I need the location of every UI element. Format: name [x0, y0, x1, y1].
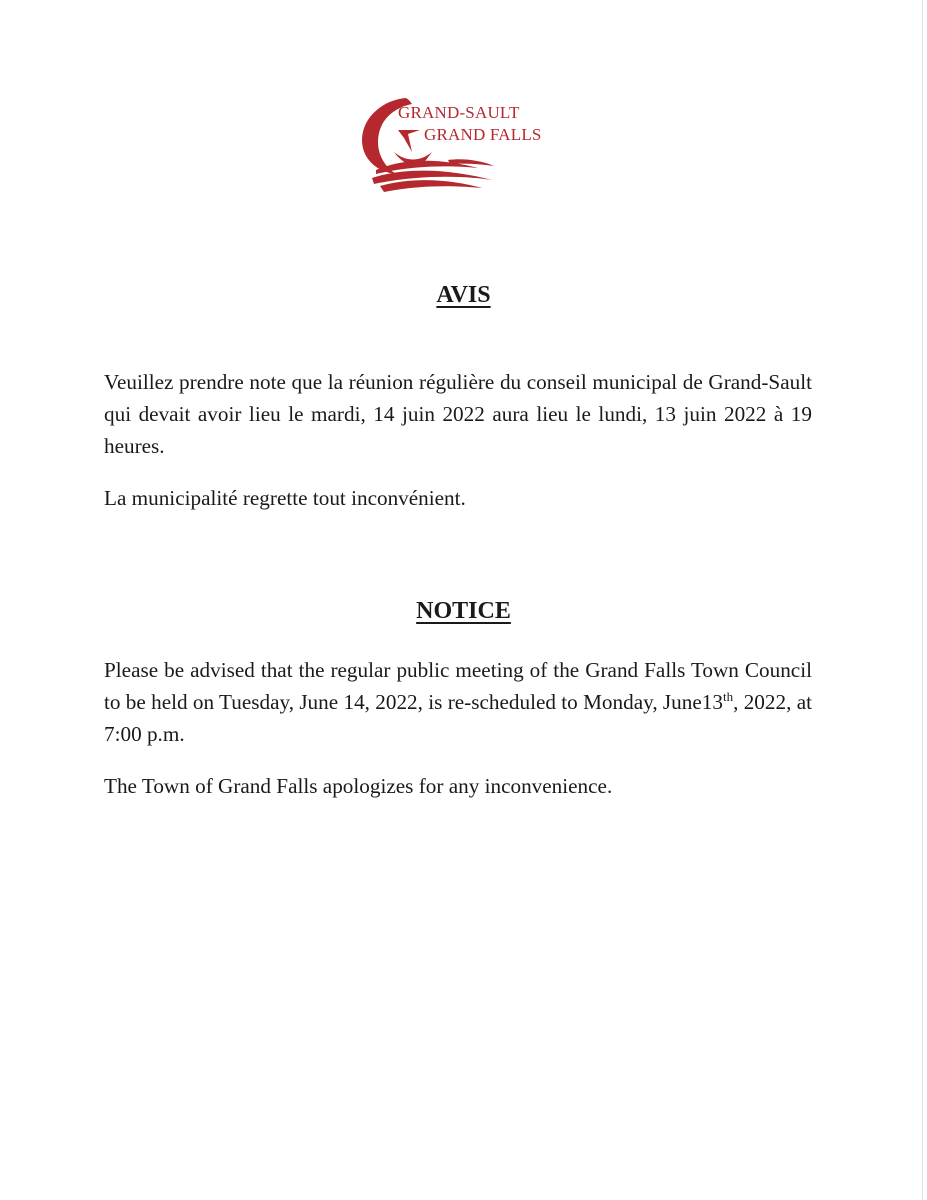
ordinal-suffix: th	[722, 688, 734, 704]
logo-line-grand-falls: GRAND FALLS	[424, 125, 542, 144]
english-notice-text-end: , 2022, at 7:00 p.m.	[104, 690, 812, 746]
logo-line-grand-sault: GRAND-SAULT	[398, 103, 520, 122]
english-notice-paragraph	[104, 654, 812, 750]
heading-notice: NOTICE	[416, 598, 511, 624]
english-notice-text: Please be advised that the regular public meeting of the Grand Falls Town Council to be held on Tuesday, June 14, 2022, is re-scheduled to Monday, June13	[104, 658, 812, 714]
french-apology-paragraph: La municipalité regrette tout inconvénient.	[104, 486, 466, 510]
english-apology-paragraph: The Town of Grand Falls apologizes for any inconvenience.	[104, 774, 613, 798]
town-logo	[358, 90, 578, 200]
heading-avis: AVIS	[436, 282, 491, 308]
french-notice-paragraph: Veuillez prendre note que la réunion régulière du conseil municipal de Grand-Sault qui devait avoir lieu le mardi, 14 juin 2022 aura lieu le lundi, 13 juin 2022 à 19 heures.	[104, 370, 812, 458]
